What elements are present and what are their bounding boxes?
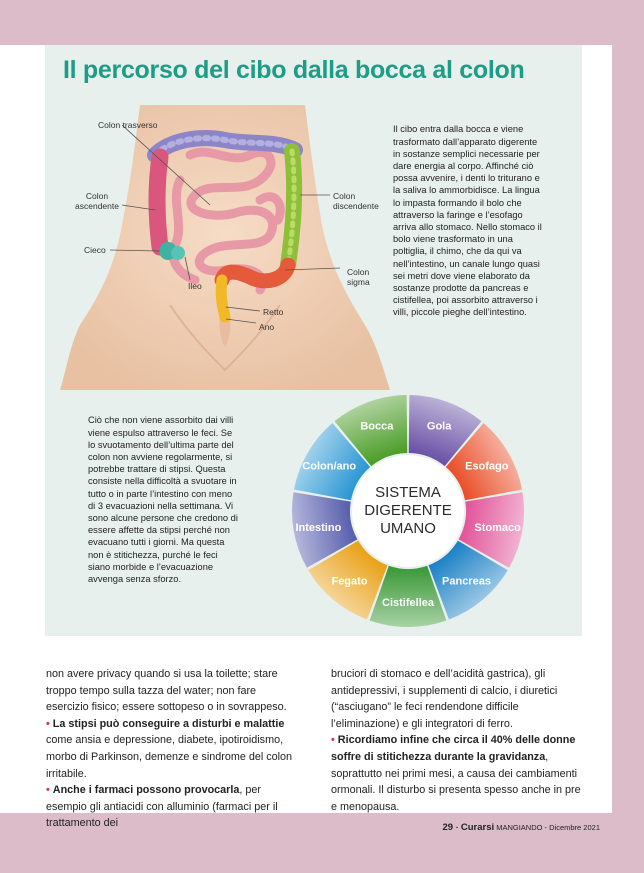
page-footer — [442, 822, 600, 833]
wheel-label-gola: Gola — [426, 420, 452, 433]
col1-paragraph-2 — [46, 716, 301, 782]
wheel-label-fegato: Fegato — [331, 575, 368, 588]
magazine-name: Curarsi — [460, 822, 495, 833]
wheel-label-esofago: Esofago — [465, 460, 509, 473]
label-colon-trasverso: Colon trasverso — [98, 120, 158, 130]
colon-ascending — [157, 157, 160, 247]
label-colon-sigma: Colon sigma — [347, 267, 370, 287]
wheel-center-text: DIGERENTE — [364, 502, 452, 519]
digestive-anatomy-illustration — [60, 85, 390, 390]
col1-p3-bold: Anche i farmaci possono provocarla — [52, 784, 240, 797]
intro-text: Il cibo entra dalla bocca e viene trasformato dall’apparato digerente in sostanze semplici necessarie per dare energia al corpo. Affinché ciò possa avvenire, i denti lo triturano e la saliva lo ammorbidisce. La lingua lo impasta formando il bolo che attraverso la faringe e l’esofago arriva allo stomaco. Nello stomaco il bolo viene trasformato in una poltiglia, il chimo, che da qui va nell’intestino, un canale lungo quasi sei metri dove viene elaborato da sostanze prodotte da pancreas e cistifellea, poi assorbito attraverso i villi, piccole pieghe dell’intestino. — [393, 124, 542, 318]
footer-separator: - — [453, 822, 461, 832]
col1-paragraph-3 — [46, 782, 301, 832]
page-title: Il percorso del cibo dalla bocca al colon — [63, 56, 525, 84]
label-colon-ascendente: Colon ascendente — [75, 191, 119, 211]
col2-p2-bold: Ricordiamo infine che circa il 40% delle donne soffre di stitichezza durante la gravidanza — [331, 734, 576, 763]
page-number: 29 — [442, 822, 454, 833]
wheel-label-bocca: Bocca — [360, 420, 394, 433]
wheel-label-intestino: Intestino — [295, 521, 342, 534]
absorption-text: Ciò che non viene assorbito dai villi viene espulso attraverso le feci. Se lo svuotamento dell’ultima parte del colon non avviene regolarmente, si potrebbe trattare di stipsi. Questa consiste nella difficoltà a svuotare in tutto o in parte l’intestino con meno di 3 evacuazioni nella settimana. Vi sono alcune persone che credono di essere affette da stipsi perché non evacuano tutti i giorni. Ma questa non è stitichezza, purché le feci siano morbide e l’evacuazione avvenga senza sforzo. — [88, 415, 238, 584]
wheel-label-colonano: Colon/ano — [302, 460, 357, 473]
label-ano: Ano — [259, 322, 275, 332]
label-colon-discendente: Colon discendente — [333, 191, 379, 211]
wheel-label-cistifellea: Cistifellea — [382, 597, 434, 609]
col2-paragraph-1: bruciori di stomaco e dell’acidità gastrica), gli antidepressivi, i supplementi di calcio, i diuretici (“asciugano” le feci rendendone difficile l’eliminazione) e gli integratori di ferro. — [331, 668, 558, 730]
bullet-icon: • — [46, 784, 50, 797]
bullet-icon: • — [46, 717, 50, 730]
rectum — [221, 280, 225, 317]
body-column-right — [331, 666, 587, 815]
issue-date: - Dicembre 2021 — [542, 823, 600, 832]
col1-p3-rest: , per esempio gli antiacidi con alluminio (farmaci per il trattamento dei — [46, 784, 278, 830]
wheel-center-text: UMANO — [380, 520, 436, 537]
col2-p2-rest: , soprattutto nei primi mesi, a causa dei cambiamenti ormonali. Il disturbo si presenta spesso anche in pre e menopausa. — [331, 750, 581, 813]
col1-p2-rest: come ansia e depressione, diabete, ipotiroidismo, morbo di Parkinson, demenze e sindrome del colon irritabile. — [46, 734, 293, 780]
wheel-label-stomaco: Stomaco — [474, 521, 521, 534]
col1-p2-bold: La stipsi può conseguire a disturbi e malattie — [52, 717, 285, 730]
col2-paragraph-2 — [331, 732, 587, 815]
digestive-system-wheel — [290, 393, 526, 629]
label-cieco: Cieco — [84, 245, 106, 255]
wheel-label-pancreas: Pancreas — [442, 575, 491, 588]
section-name: MANGIANDO — [494, 823, 543, 832]
col1-paragraph-1: non avere privacy quando si usa la toilette; stare troppo tempo sulla tazza del water; non fare esercizio fisico; essere sottopeso o in sovrappeso. — [46, 668, 287, 714]
wheel-center-text: SISTEMA — [375, 484, 441, 501]
body-column-left — [46, 666, 301, 832]
bullet-icon: • — [331, 734, 335, 747]
label-ileo: Ileo — [188, 281, 202, 291]
label-retto: Retto — [263, 307, 284, 317]
